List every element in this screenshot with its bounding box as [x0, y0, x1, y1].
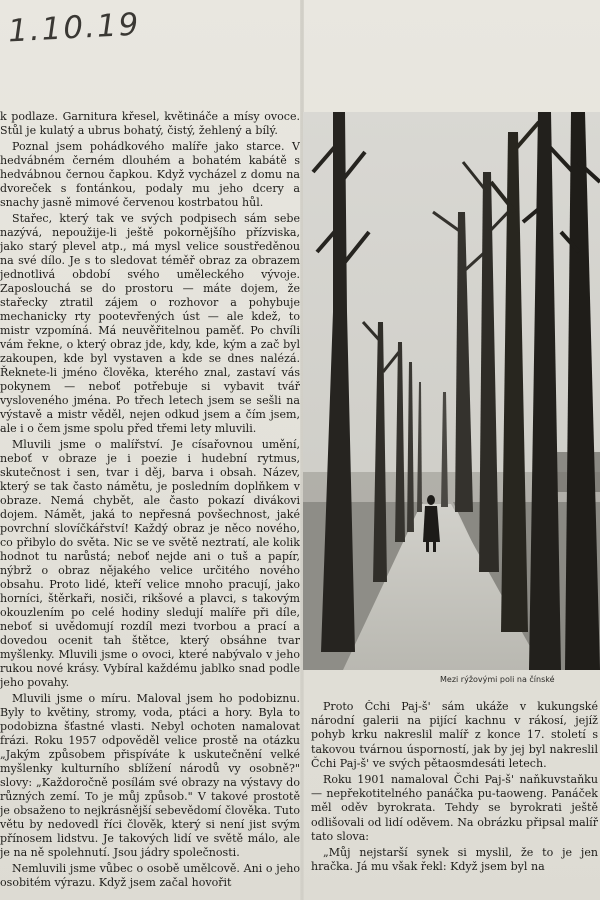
paragraph: k podlaze. Garnitura křesel, květináče a mísy ovoce. Stůl je kulatý a ubrus bohatý, čistý, žehlený a bílý.: [0, 110, 300, 137]
paragraph: Poznal jsem pohádkového malíře jako starce. V hedvábném černém dlouhém a bohatém kabátě s hedvábnou černou čapkou. Když vycházel z domu na dvoreček s fontánkou, podaly mu jeho dcery a snachy jasně mimové červenou kostrbatou hůl.: [0, 140, 300, 209]
photo-image: [303, 112, 600, 670]
paragraph: Proto Čchi Paj-š' sám ukáže v kukungské národní galerii na pijící kachnu v rákosí, jejíž pohyb krku nakreslil malíř z konce 17. století s takovou tvárnou úsporností, jak by jej byl nakreslil Čchi Paj-š' ve svých pětaosmdesáti letech.: [311, 700, 598, 770]
paragraph: Mluvili jsme o malířství. Je císařovnou umění, neboť v obraze je i poezie i hudební rytmus, skutečnost i sen, tvar i děj, barva i obsah. Název, který se tak často námětu, je posledním doplňkem v obraze. Nemá chybět, ale často pokazí divákovi dojem. Námět, jaká to nepřesná povšechnost, jaké povrchní slovíčkářství! Každý obraz je něco nového, co přibylo do světa. Nic se ve světě neztratí, ale kolik hodnot tu narůstá; neboť nejde ani o tuš a papír, nýbrž o obraz nějakého velice určitého nového obsahu. Proto lidé, kteří velice mnoho pracují, jako horníci, štěrkaři, nosiči, rikšové a plavci, s takovým okouzlením po celé hodiny sledují malíře při díle, neboť si uvědomují rozdíl mezi tvorbou a prací a dovedou ocenit tah štětce, který obsáhne tvar myšlenky. Mluvili jsme o ovoci, které nabývalo v jeho rukou nové krásy. Vybíral každému jablko snad podle jeho povahy.: [0, 438, 300, 689]
paragraph: Mluvili jsme o míru. Maloval jsem ho podobiznu. Byly to květiny, stromy, voda, ptáci a hory. Byla to podobizna šťastné vlasti. Nebyl ochoten namalovat frázi. Roku 1957 odpověděl velice prostě na otázku „Jakým způsobem přispíváte k uskutečnění velké myšlenky kulturního sblížení národů vy osobně?" slovy: „Každoročně posílám své obrazy na výstavy do různých zemí. To je můj způsob." V takové prostotě je obsaženo to nejkrásnější sebevědomí člověka. Tuto větu by nedovedl říci člověk, který si není jist svým přínosem lidstvu. Je takových lidí ve světě málo, ale je na ně spolehnutí. Jsou jádry společnosti.: [0, 692, 300, 859]
handwritten-date: 1.10.19: [7, 6, 142, 50]
left-text-column: [0, 110, 300, 900]
right-text-column: [311, 700, 598, 900]
paragraph: „Můj nejstarší synek si myslil, že to je jen hračka. Já mu však řekl: Když jsem byl na: [311, 846, 598, 874]
photograph-tree-lined-path: [303, 112, 600, 670]
paragraph: Roku 1901 namaloval Čchi Paj-š' naňkuvstaňku — nepřekotitelného panáčka pu-taoweng. Panáček měl oděv byrokrata. Tehdy se byrokrati ještě odlišovali od lidí oděvem. Na obrázku připsal malíř tato slova:: [311, 773, 598, 843]
paragraph: Nemluvili jsme vůbec o osobě umělcově. Ani o jeho osobitém výrazu. Když jsem začal hovořit: [0, 862, 300, 889]
photo-caption: Mezi rýžovými poli na čínské: [440, 675, 555, 684]
paragraph: Stařec, který tak ve svých podpisech sám sebe nazývá, nepoužije-li ještě pokornějšího přízviska, jako starý plevel atp., má mysl velice soustředěnou na své dílo. Je s to sledovat téměř obraz za obrazem jednotlivá období svého uměleckého vývoje. Zaposlouchá se do prostoru — máte dojem, že stařecky ztratil zájem o rozhovor a pohybuje mechanicky rty pootevřených úst — ale kdež, to mistr vzpomíná. Má neuvěřitelnou paměť. Po chvíli vám řekne, o který obraz jde, kdy, kde, kým a zač byl zakoupen, kde byl vystaven a kde se dnes nalézá. Řeknete-li jméno člověka, kterého znal, zastaví vás pokynem — neboť potřebuje si vybavit tvář vysloveného jména. Po třech letech jsem se sešli na výstavě a mistr věděl, nejen odkud jsem a čím jsem, ale i o čem jsme spolu před třemi lety mluvili.: [0, 212, 300, 435]
